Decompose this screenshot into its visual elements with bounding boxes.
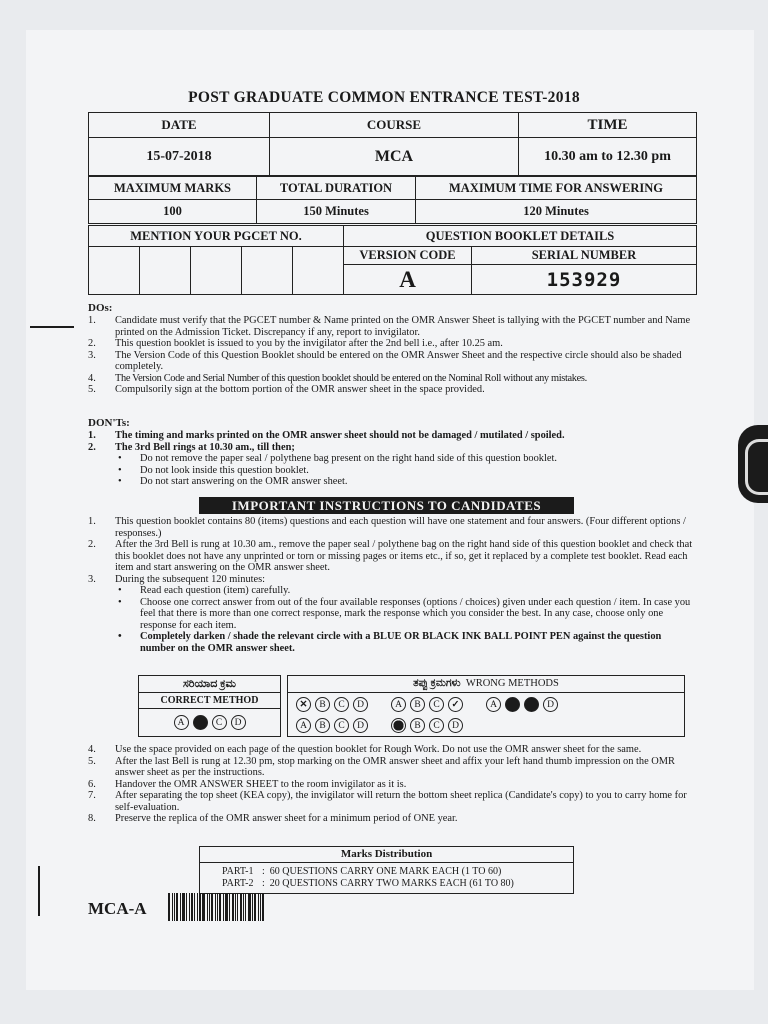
item-text: This question booklet is issued to you by the invigilator after the 2nd bell i.e., after 10.25 am.: [115, 338, 503, 349]
wrong-methods-box: [287, 675, 685, 737]
option-b-bubble: B: [410, 718, 425, 733]
barcode-bar: [207, 893, 208, 921]
part-1-text: 60 QUESTIONS CARRY ONE MARK EACH (1 TO 60): [269, 866, 502, 877]
option-b-bubble: B: [315, 697, 330, 712]
barcode-bar: [211, 893, 213, 921]
wrong-row-1: [294, 694, 684, 715]
barcode-bar: [189, 893, 190, 921]
item-number: 2.: [88, 441, 96, 453]
half-shaded-bubble-icon: [391, 718, 406, 733]
barcode-bar: [254, 893, 256, 921]
serial-number-label: SERIAL NUMBER: [472, 247, 697, 265]
barcode-bar: [172, 893, 173, 921]
item-text: Read each question (item) carefully.: [140, 585, 291, 596]
total-duration-label: TOTAL DURATION: [257, 177, 416, 200]
pgcet-digit-box[interactable]: [140, 247, 191, 295]
part-2-text: 20 QUESTIONS CARRY TWO MARKS EACH (61 TO 80): [269, 878, 514, 889]
option-d-bubble: D: [448, 718, 463, 733]
item-text: The Version Code of this Question Booklet should be entered on the OMR Answer Sheet and the respective circle should also be shaded completely.: [115, 349, 682, 372]
item-number: 1.: [88, 315, 96, 326]
option-b-bubble: B: [315, 718, 330, 733]
option-a-bubble: A: [391, 697, 406, 712]
pgcet-number-label: MENTION YOUR PGCET NO.: [89, 226, 344, 247]
option-c-bubble: C: [334, 697, 349, 712]
barcode-bar: [176, 893, 178, 921]
list-item: [88, 442, 693, 454]
marks-duration-table: [88, 176, 697, 224]
item-text: Do not start answering on the OMR answer sheet.: [140, 476, 348, 487]
part-1-row: PART-1 : 60 QUESTIONS CARRY ONE MARK EACH (1 TO 60): [222, 866, 502, 877]
item-number: 3.: [88, 349, 96, 361]
item-number: 8.: [88, 813, 96, 824]
list-item: [88, 338, 693, 350]
option-b-filled-bubble: [193, 715, 208, 730]
item-text: Handover the OMR ANSWER SHEET to the room invigilator as it is.: [115, 778, 407, 790]
barcode-bar: [197, 893, 198, 921]
list-item: [88, 813, 693, 825]
barcode-bar: [229, 893, 230, 921]
option-a-bubble: A: [174, 715, 189, 730]
wrong-methods-label: WRONG METHODS: [465, 678, 559, 689]
dos-list: [88, 315, 693, 396]
total-duration: 150 Minutes: [257, 200, 416, 224]
max-marks-label: MAXIMUM MARKS: [89, 177, 257, 200]
barcode-bar: [235, 893, 236, 921]
wrong-methods-header: [288, 676, 685, 693]
barcode-bar: [260, 893, 261, 921]
barcode-bar: [237, 893, 238, 921]
item-text: The timing and marks printed on the OMR answer sheet should not be damaged / mutilated / spoiled.: [115, 430, 565, 441]
marks-distribution-box: [199, 846, 574, 894]
item-number: 1.: [88, 430, 96, 441]
marks-distribution-title: Marks Distribution: [200, 847, 573, 863]
bullet-item: • Choose one correct answer from out of the four available responses (options / choices) given under each question / item. In case you feel that there is more than one correct response, mark the response which you consider the best. In any case, choose only one response for each item.: [118, 596, 691, 631]
course-label: COURSE: [270, 113, 519, 138]
instructions-list: [88, 516, 693, 654]
list-item: [88, 516, 693, 539]
item-text: The Version Code and Serial Number of this question booklet should be entered on the Nominal Roll without any mistakes.: [115, 372, 587, 384]
date-label: DATE: [89, 113, 270, 138]
barcode-bar: [191, 893, 193, 921]
barcode-bar: [168, 893, 170, 921]
donts-heading: DON'Ts:: [88, 417, 130, 429]
pgcet-digit-box[interactable]: [242, 247, 293, 295]
correct-method-label: CORRECT METHOD: [139, 693, 281, 709]
bullet-item: • Do not look inside this question booklet.: [118, 464, 309, 476]
barcode-bar: [215, 893, 216, 921]
list-item: [88, 790, 693, 813]
pgcet-booklet-table: [88, 225, 697, 295]
barcode-bar: [219, 893, 221, 921]
bullet-item: • Read each question (item) carefully.: [118, 585, 291, 596]
barcode-bar: [180, 893, 181, 921]
ticked-bubble-icon: ✓: [448, 697, 463, 712]
correct-method-kannada: ಸರಿಯಾದ ಕ್ರಮ: [139, 676, 281, 693]
barcode-bar: [199, 893, 201, 921]
option-d-bubble: D: [231, 715, 246, 730]
list-item: [88, 430, 693, 442]
item-text: Do not remove the paper seal / polythene bag present on the right hand side of this question booklet.: [140, 453, 557, 464]
exam-title: POST GRADUATE COMMON ENTRANCE TEST-2018: [188, 89, 580, 106]
item-text: Compulsorily sign at the bottom portion of the OMR answer sheet in the space provided.: [115, 384, 485, 395]
barcode-bar: [232, 893, 234, 921]
barcode-bar: [182, 893, 185, 921]
item-text: Use the space provided on each page of the question booklet for Rough Work. Do not use the OMR answer sheet for the same.: [115, 744, 642, 755]
item-text: Preserve the replica of the OMR answer sheet for a minimum period of ONE year.: [115, 813, 458, 824]
item-text: After separating the top sheet (KEA copy), the invigilator will return the bottom sheet replica (Candidate's copy) to you to carry home for self-evaluation.: [115, 790, 687, 813]
time-label: TIME: [519, 113, 697, 138]
item-number: 2.: [88, 539, 96, 550]
paper-seal-icon: [738, 425, 768, 503]
correct-method-bubbles: [139, 709, 281, 737]
version-code-label: VERSION CODE: [344, 247, 472, 265]
option-c-filled-bubble: [524, 697, 539, 712]
item-number: 2.: [88, 338, 96, 349]
item-text: The 3rd Bell rings at 10.30 am., till then;: [115, 441, 295, 453]
barcode-bar: [217, 893, 218, 921]
barcode-bar: [245, 893, 246, 921]
barcode-bar: [243, 893, 244, 921]
item-text: Do not look inside this question booklet.: [140, 464, 309, 476]
item-number: 3.: [88, 573, 96, 585]
barcode-bar: [252, 893, 253, 921]
barcode-bar: [209, 893, 210, 921]
list-item: [88, 756, 693, 779]
option-d-bubble: D: [353, 718, 368, 733]
option-d-bubble: D: [543, 697, 558, 712]
bullet-item: • Do not start answering on the OMR answer sheet.: [118, 476, 348, 487]
item-text: During the subsequent 120 minutes:: [115, 573, 266, 585]
barcode-bar: [223, 893, 224, 921]
list-item: [88, 384, 693, 396]
barcode-bar: [186, 893, 187, 921]
item-number: 4.: [88, 744, 96, 755]
barcode-bar: [202, 893, 205, 921]
barcode-bar: [174, 893, 175, 921]
list-item: [88, 744, 693, 756]
donts-list: [88, 430, 693, 488]
option-c-bubble: C: [429, 718, 444, 733]
exam-details-table: [88, 112, 697, 176]
option-a-bubble: A: [486, 697, 501, 712]
barcode-bar: [258, 893, 259, 921]
margin-mark: [30, 326, 74, 328]
item-text: After the last Bell is rung at 12.30 pm, stop marking on the OMR answer sheet and affix your left hand thumb impression on the OMR answer sheet as per the instructions.: [115, 755, 675, 778]
item-text: This question booklet contains 80 (items) questions and each question will have one statement and four answers. (Four different options / responses.): [115, 516, 686, 539]
serial-number: 153929: [472, 265, 697, 295]
part-2-label: PART-2: [222, 878, 254, 889]
instructions-banner: IMPORTANT INSTRUCTIONS TO CANDIDATES: [199, 497, 574, 514]
max-time-label: MAXIMUM TIME FOR ANSWERING: [416, 177, 697, 200]
dos-heading: DOs:: [88, 302, 113, 314]
item-number: 7.: [88, 790, 96, 801]
item-number: 6.: [88, 778, 96, 790]
wrong-methods-kannada: ತಪ್ಪು ಕ್ರಮಗಳು: [413, 678, 461, 689]
part-1-label: PART-1: [222, 866, 254, 877]
list-item: [88, 539, 693, 574]
correct-method-box: [138, 675, 281, 737]
item-number: 5.: [88, 384, 96, 395]
margin-mark: [38, 866, 40, 916]
list-item: [88, 574, 693, 586]
list-item: [88, 315, 693, 338]
option-b-filled-bubble: [505, 697, 520, 712]
item-number: 1.: [88, 516, 96, 527]
booklet-details-label: QUESTION BOOKLET DETAILS: [344, 226, 697, 247]
crossed-bubble-icon: ✕: [296, 697, 311, 712]
barcode-bar: [225, 893, 228, 921]
option-a-bubble: A: [296, 718, 311, 733]
pgcet-digit-box[interactable]: [293, 247, 344, 295]
booklet-code: MCA-A: [88, 899, 147, 918]
exam-date: 15-07-2018: [89, 138, 270, 176]
pgcet-digit-box[interactable]: [89, 247, 140, 295]
item-text: After the 3rd Bell is rung at 10.30 am., remove the paper seal / polythene bag on the right hand side of this question booklet and check that this booklet does not have any unprinted or torn or missing pages or items etc., if so, get it replaced by a complete test booklet. Read each item and start answering on the OMR answer sheet.: [115, 539, 693, 573]
item-number: 4.: [88, 372, 96, 384]
list-item: [88, 350, 693, 373]
part-2-row: PART-2 : 20 QUESTIONS CARRY TWO MARKS EACH (61 TO 80): [222, 878, 514, 889]
barcode-bar: [240, 893, 242, 921]
list-item: [88, 373, 693, 385]
option-c-bubble: C: [429, 697, 444, 712]
option-b-bubble: B: [410, 697, 425, 712]
item-text: Choose one correct answer from out of the four available responses (options / choices) given under each question / item. In case you feel that there is more than one correct response, mark the response which you consider the best. In any case, choose only one response for each item.: [140, 596, 691, 631]
item-text: Candidate must verify that the PGCET number & Name printed on the OMR Answer Sheet is tallying with the PGCET number and Name printed on the Admission Ticket. Discrepancy if any, report to invigilator.: [115, 315, 691, 338]
barcode-bar: [262, 893, 264, 921]
pgcet-digit-box[interactable]: [191, 247, 242, 295]
version-code: A: [344, 265, 472, 295]
exam-time: 10.30 am to 12.30 pm: [519, 138, 697, 176]
option-c-bubble: C: [212, 715, 227, 730]
wrong-methods-bubbles: [288, 693, 685, 737]
option-d-bubble: D: [353, 697, 368, 712]
max-time: 120 Minutes: [416, 200, 697, 224]
barcode-bar: [194, 893, 195, 921]
barcode-bar: [248, 893, 251, 921]
instructions-list-continued: [88, 744, 693, 825]
bullet-item: • Completely darken / shade the relevant circle with a BLUE OR BLACK INK BALL POINT PEN against the question number on the OMR answer sheet.: [118, 631, 662, 654]
max-marks: 100: [89, 200, 257, 224]
option-c-bubble: C: [334, 718, 349, 733]
list-item: [88, 779, 693, 791]
barcode-icon: [168, 893, 273, 921]
item-number: 5.: [88, 755, 96, 767]
wrong-row-2: [294, 715, 684, 736]
bullet-item: • Do not remove the paper seal / polythene bag present on the right hand side of this question booklet.: [118, 453, 557, 464]
item-text: Completely darken / shade the relevant circle with a BLUE OR BLACK INK BALL POINT PEN against the question number on the OMR answer sheet.: [140, 631, 662, 654]
course-name: MCA: [270, 138, 519, 176]
